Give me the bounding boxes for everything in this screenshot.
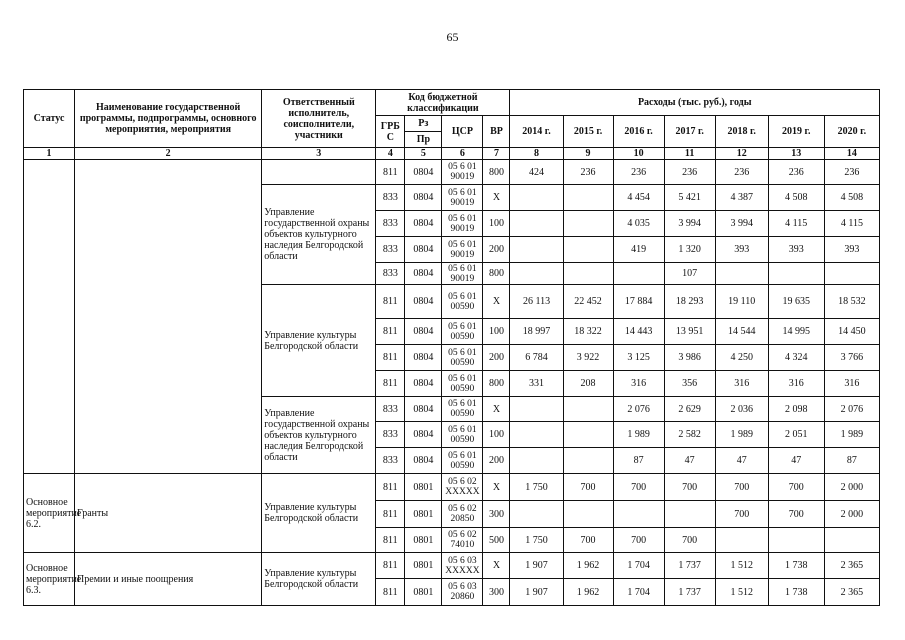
csr-part: 00590 bbox=[450, 301, 475, 312]
expense-value: 47 bbox=[664, 448, 715, 474]
csr-cell bbox=[442, 528, 483, 553]
csr-part: 05 6 01 bbox=[448, 450, 477, 461]
csr-part: 90019 bbox=[450, 223, 475, 234]
expense-value: 700 bbox=[715, 474, 768, 501]
csr-cell bbox=[442, 501, 483, 528]
expense-value: 4 250 bbox=[715, 345, 768, 371]
csr-part: 05 6 01 bbox=[448, 291, 477, 302]
expense-value: 4 324 bbox=[768, 345, 824, 371]
grbs-cell: 811 bbox=[376, 501, 405, 528]
expense-value: 4 387 bbox=[715, 185, 768, 211]
csr-part: 05 6 01 bbox=[448, 347, 477, 358]
expense-value: 3 994 bbox=[715, 211, 768, 237]
csr-part: 05 6 01 bbox=[448, 373, 477, 384]
column-index: 5 bbox=[405, 148, 442, 160]
csr-part: 05 6 02 bbox=[448, 530, 477, 540]
grbs-cell: 833 bbox=[376, 237, 405, 263]
expense-value: 316 bbox=[768, 371, 824, 397]
expense-value bbox=[510, 448, 563, 474]
grbs-cell: 811 bbox=[376, 553, 405, 579]
vr-cell: Х bbox=[483, 474, 510, 501]
expense-value: 3 986 bbox=[664, 345, 715, 371]
expense-value: 3 994 bbox=[664, 211, 715, 237]
csr-cell bbox=[442, 319, 483, 345]
expense-value bbox=[510, 211, 563, 237]
expense-value: 18 293 bbox=[664, 285, 715, 319]
expense-value: 236 bbox=[664, 160, 715, 185]
header-rz: Рз bbox=[405, 116, 442, 132]
expense-value bbox=[715, 263, 768, 285]
expense-value: 2 098 bbox=[768, 397, 824, 422]
expense-value bbox=[563, 448, 613, 474]
vr-cell: 500 bbox=[483, 528, 510, 553]
expense-value: 87 bbox=[824, 448, 879, 474]
header-status: Статус bbox=[24, 90, 75, 148]
expense-value: 356 bbox=[664, 371, 715, 397]
csr-cell bbox=[442, 285, 483, 319]
expense-value: 6 784 bbox=[510, 345, 563, 371]
expense-value: 700 bbox=[613, 528, 664, 553]
expense-value: 13 951 bbox=[664, 319, 715, 345]
expense-value: 2 000 bbox=[824, 501, 879, 528]
vr-cell: 200 bbox=[483, 345, 510, 371]
expense-value: 2 036 bbox=[715, 397, 768, 422]
csr-part: 05 6 01 bbox=[448, 321, 477, 332]
grbs-cell: 833 bbox=[376, 263, 405, 285]
expense-value: 2 076 bbox=[613, 397, 664, 422]
csr-part: 05 6 01 bbox=[448, 239, 477, 250]
csr-part: 00590 bbox=[450, 331, 475, 342]
expense-value: 26 113 bbox=[510, 285, 563, 319]
vr-cell: 100 bbox=[483, 319, 510, 345]
expense-value bbox=[664, 501, 715, 528]
expense-value: 1 737 bbox=[664, 579, 715, 606]
expense-value: 87 bbox=[613, 448, 664, 474]
expense-value: 700 bbox=[664, 528, 715, 553]
executor-cell: Управление культуры Белгородской области bbox=[262, 474, 376, 553]
csr-part: 05 6 02 bbox=[448, 477, 477, 487]
expense-value: 2 365 bbox=[824, 579, 879, 606]
grbs-cell: 811 bbox=[376, 474, 405, 501]
expense-value: 14 995 bbox=[768, 319, 824, 345]
rzpr-cell: 0804 bbox=[405, 263, 442, 285]
grbs-cell: 833 bbox=[376, 448, 405, 474]
vr-cell: 300 bbox=[483, 501, 510, 528]
expense-value: 236 bbox=[768, 160, 824, 185]
column-index: 10 bbox=[613, 148, 664, 160]
csr-cell bbox=[442, 237, 483, 263]
page-number: 65 bbox=[446, 30, 459, 44]
expense-value: 1 907 bbox=[510, 553, 563, 579]
header-vr: ВР bbox=[483, 116, 510, 148]
expense-value bbox=[563, 422, 613, 448]
expense-value: 4 454 bbox=[613, 185, 664, 211]
grbs-cell: 811 bbox=[376, 528, 405, 553]
activity-name-cell: Гранты bbox=[75, 474, 262, 553]
column-index: 4 bbox=[376, 148, 405, 160]
expense-value: 393 bbox=[824, 237, 879, 263]
column-index: 11 bbox=[664, 148, 715, 160]
expense-value: 3 922 bbox=[563, 345, 613, 371]
expense-value bbox=[563, 397, 613, 422]
csr-part: 05 6 01 bbox=[448, 263, 477, 274]
csr-part: 05 6 01 bbox=[448, 213, 477, 224]
expense-value bbox=[510, 422, 563, 448]
expense-value: 700 bbox=[768, 501, 824, 528]
empty-cell bbox=[75, 160, 262, 474]
expense-value bbox=[613, 263, 664, 285]
vr-cell: 100 bbox=[483, 211, 510, 237]
executor-cell: Управление государственной охраны объектов культурного наследия Белгородской области bbox=[262, 185, 376, 285]
rzpr-cell: 0804 bbox=[405, 397, 442, 422]
expense-value bbox=[510, 185, 563, 211]
rzpr-cell: 0801 bbox=[405, 579, 442, 606]
rzpr-cell: 0801 bbox=[405, 501, 442, 528]
grbs-cell: 833 bbox=[376, 397, 405, 422]
expense-value: 1 704 bbox=[613, 579, 664, 606]
executor-cell: Управление культуры Белгородской области bbox=[262, 553, 376, 606]
grbs-cell: 811 bbox=[376, 285, 405, 319]
expense-value: 1 738 bbox=[768, 579, 824, 606]
activity-name-cell: Премии и иные поощрения bbox=[75, 553, 262, 606]
header-year: 2016 г. bbox=[613, 116, 664, 148]
csr-part: 20860 bbox=[450, 592, 475, 602]
expense-value bbox=[768, 528, 824, 553]
csr-cell bbox=[442, 185, 483, 211]
expense-value: 3 766 bbox=[824, 345, 879, 371]
csr-cell bbox=[442, 579, 483, 606]
header-budget-code: Код бюджетной классификации bbox=[376, 90, 510, 116]
expense-value: 1 989 bbox=[824, 422, 879, 448]
table-body bbox=[24, 160, 880, 606]
rzpr-cell: 0804 bbox=[405, 448, 442, 474]
vr-cell: 800 bbox=[483, 160, 510, 185]
header-csr: ЦСР bbox=[442, 116, 483, 148]
expense-value: 700 bbox=[664, 474, 715, 501]
expense-value bbox=[563, 185, 613, 211]
expense-value bbox=[510, 237, 563, 263]
expense-value: 1 962 bbox=[563, 579, 613, 606]
vr-cell: 800 bbox=[483, 263, 510, 285]
header-year: 2018 г. bbox=[715, 116, 768, 148]
csr-part: 00590 bbox=[450, 357, 475, 368]
csr-part: 05 6 01 bbox=[448, 162, 477, 172]
csr-cell bbox=[442, 211, 483, 237]
expense-value bbox=[613, 501, 664, 528]
csr-part: 05 6 01 bbox=[448, 424, 477, 435]
vr-cell: Х bbox=[483, 285, 510, 319]
expense-value: 14 450 bbox=[824, 319, 879, 345]
rzpr-cell: 0804 bbox=[405, 371, 442, 397]
csr-cell bbox=[442, 422, 483, 448]
executor-cell: Управление государственной охраны объектов культурного наследия Белгородской области bbox=[262, 397, 376, 474]
expense-value bbox=[563, 501, 613, 528]
grbs-cell: 811 bbox=[376, 371, 405, 397]
expense-value bbox=[715, 528, 768, 553]
expense-value: 700 bbox=[563, 528, 613, 553]
csr-part: 90019 bbox=[450, 273, 475, 284]
expense-value bbox=[563, 211, 613, 237]
csr-cell bbox=[442, 397, 483, 422]
column-index: 6 bbox=[442, 148, 483, 160]
csr-part: 90019 bbox=[450, 172, 475, 182]
rzpr-cell: 0804 bbox=[405, 160, 442, 185]
csr-cell bbox=[442, 553, 483, 579]
rzpr-cell: 0804 bbox=[405, 185, 442, 211]
grbs-cell: 833 bbox=[376, 211, 405, 237]
executor-cell: Управление культуры Белгородской области bbox=[262, 285, 376, 397]
expense-value: 2 000 bbox=[824, 474, 879, 501]
empty-cell bbox=[262, 160, 376, 185]
table-row bbox=[24, 553, 880, 579]
header-year: 2017 г. bbox=[664, 116, 715, 148]
expense-value: 1 750 bbox=[510, 474, 563, 501]
header-year: 2015 г. bbox=[563, 116, 613, 148]
expense-value: 424 bbox=[510, 160, 563, 185]
expense-value: 2 051 bbox=[768, 422, 824, 448]
expense-value bbox=[768, 263, 824, 285]
grbs-cell: 833 bbox=[376, 422, 405, 448]
vr-cell: 100 bbox=[483, 422, 510, 448]
grbs-cell: 811 bbox=[376, 345, 405, 371]
expense-value: 1 738 bbox=[768, 553, 824, 579]
header-year: 2019 г. bbox=[768, 116, 824, 148]
expense-value: 236 bbox=[824, 160, 879, 185]
expense-value: 700 bbox=[715, 501, 768, 528]
expense-value: 700 bbox=[613, 474, 664, 501]
column-index: 14 bbox=[824, 148, 879, 160]
expense-value: 14 443 bbox=[613, 319, 664, 345]
expense-value: 236 bbox=[715, 160, 768, 185]
expense-value: 4 035 bbox=[613, 211, 664, 237]
header-pr: Пр bbox=[405, 132, 442, 148]
grbs-cell: 811 bbox=[376, 160, 405, 185]
status-cell: Основное мероприятие 6.2. bbox=[24, 474, 75, 553]
table-row bbox=[24, 474, 880, 501]
expense-value: 1 989 bbox=[715, 422, 768, 448]
expense-value: 1 989 bbox=[613, 422, 664, 448]
column-index: 12 bbox=[715, 148, 768, 160]
expense-value: 107 bbox=[664, 263, 715, 285]
vr-cell: 300 bbox=[483, 579, 510, 606]
expense-value: 4 115 bbox=[824, 211, 879, 237]
column-index: 9 bbox=[563, 148, 613, 160]
expense-value: 4 508 bbox=[768, 185, 824, 211]
expense-value: 331 bbox=[510, 371, 563, 397]
expense-value: 18 322 bbox=[563, 319, 613, 345]
expense-value: 1 704 bbox=[613, 553, 664, 579]
expense-value: 700 bbox=[768, 474, 824, 501]
csr-part: 20850 bbox=[450, 514, 475, 524]
csr-part: ХХХХХ bbox=[445, 487, 480, 497]
budget-table bbox=[23, 89, 880, 606]
vr-cell: Х bbox=[483, 185, 510, 211]
status-cell: Основное мероприятие 6.3. bbox=[24, 553, 75, 606]
csr-part: 05 6 01 bbox=[448, 187, 477, 198]
expense-value: 2 629 bbox=[664, 397, 715, 422]
column-index: 8 bbox=[510, 148, 563, 160]
expense-value bbox=[510, 263, 563, 285]
expense-value: 1 512 bbox=[715, 579, 768, 606]
csr-part: 74010 bbox=[450, 540, 475, 550]
rzpr-cell: 0804 bbox=[405, 422, 442, 448]
vr-cell: 800 bbox=[483, 371, 510, 397]
empty-cell bbox=[24, 160, 75, 474]
vr-cell: Х bbox=[483, 553, 510, 579]
expense-value: 14 544 bbox=[715, 319, 768, 345]
vr-cell: Х bbox=[483, 397, 510, 422]
csr-part: 05 6 02 bbox=[448, 504, 477, 514]
csr-part: 05 6 01 bbox=[448, 399, 477, 409]
column-index: 3 bbox=[262, 148, 376, 160]
header-executor: Ответственный исполнитель, соисполнители, участники bbox=[262, 90, 376, 148]
rzpr-cell: 0801 bbox=[405, 528, 442, 553]
expense-value: 3 125 bbox=[613, 345, 664, 371]
expense-value: 17 884 bbox=[613, 285, 664, 319]
expense-value: 316 bbox=[824, 371, 879, 397]
expense-value: 4 115 bbox=[768, 211, 824, 237]
expense-value: 236 bbox=[613, 160, 664, 185]
expense-value: 1 512 bbox=[715, 553, 768, 579]
header-year: 2014 г. bbox=[510, 116, 563, 148]
expense-value: 393 bbox=[715, 237, 768, 263]
rzpr-cell: 0804 bbox=[405, 319, 442, 345]
csr-cell bbox=[442, 448, 483, 474]
header-name: Наименование государственной программы, подпрограммы, основного мероприятия, мероприятия bbox=[75, 90, 262, 148]
grbs-cell: 833 bbox=[376, 185, 405, 211]
csr-part: 90019 bbox=[450, 197, 475, 208]
header-year: 2020 г. bbox=[824, 116, 879, 148]
expense-value: 316 bbox=[715, 371, 768, 397]
rzpr-cell: 0804 bbox=[405, 237, 442, 263]
expense-value: 2 365 bbox=[824, 553, 879, 579]
expense-value: 419 bbox=[613, 237, 664, 263]
expense-value bbox=[824, 528, 879, 553]
header-expenses: Расходы (тыс. руб.), годы bbox=[510, 90, 880, 116]
grbs-cell: 811 bbox=[376, 579, 405, 606]
expense-value: 4 508 bbox=[824, 185, 879, 211]
expense-value bbox=[510, 397, 563, 422]
expense-value: 2 076 bbox=[824, 397, 879, 422]
expense-value: 19 110 bbox=[715, 285, 768, 319]
expense-value bbox=[510, 501, 563, 528]
column-index: 7 bbox=[483, 148, 510, 160]
csr-part: 90019 bbox=[450, 249, 475, 260]
expense-value: 22 452 bbox=[563, 285, 613, 319]
expense-value bbox=[824, 263, 879, 285]
expense-value: 1 737 bbox=[664, 553, 715, 579]
expense-value bbox=[563, 263, 613, 285]
expense-value: 236 bbox=[563, 160, 613, 185]
expense-value: 1 962 bbox=[563, 553, 613, 579]
expense-value: 393 bbox=[768, 237, 824, 263]
expense-value: 2 582 bbox=[664, 422, 715, 448]
rzpr-cell: 0804 bbox=[405, 211, 442, 237]
expense-value: 1 907 bbox=[510, 579, 563, 606]
column-index: 13 bbox=[768, 148, 824, 160]
expense-value: 47 bbox=[768, 448, 824, 474]
expense-value: 19 635 bbox=[768, 285, 824, 319]
csr-cell bbox=[442, 160, 483, 185]
csr-part: 00590 bbox=[450, 383, 475, 394]
csr-cell bbox=[442, 263, 483, 285]
header-grbs: ГРБ С bbox=[376, 116, 405, 148]
csr-part: 00590 bbox=[450, 434, 475, 445]
csr-part: 05 6 03 bbox=[448, 555, 477, 566]
csr-cell bbox=[442, 345, 483, 371]
rzpr-cell: 0801 bbox=[405, 474, 442, 501]
expense-value: 18 997 bbox=[510, 319, 563, 345]
rzpr-cell: 0801 bbox=[405, 553, 442, 579]
csr-cell bbox=[442, 371, 483, 397]
vr-cell: 200 bbox=[483, 237, 510, 263]
expense-value: 5 421 bbox=[664, 185, 715, 211]
table-row bbox=[24, 160, 880, 185]
vr-cell: 200 bbox=[483, 448, 510, 474]
expense-value: 1 320 bbox=[664, 237, 715, 263]
csr-part: ХХХХХ bbox=[445, 565, 480, 576]
expense-value: 700 bbox=[563, 474, 613, 501]
column-index: 1 bbox=[24, 148, 75, 160]
csr-part: 00590 bbox=[450, 409, 475, 419]
expense-value: 208 bbox=[563, 371, 613, 397]
expense-value: 18 532 bbox=[824, 285, 879, 319]
column-index: 2 bbox=[75, 148, 262, 160]
csr-part: 05 6 03 bbox=[448, 582, 477, 592]
rzpr-cell: 0804 bbox=[405, 285, 442, 319]
rzpr-cell: 0804 bbox=[405, 345, 442, 371]
expense-value: 316 bbox=[613, 371, 664, 397]
csr-cell bbox=[442, 474, 483, 501]
grbs-cell: 811 bbox=[376, 319, 405, 345]
expense-value: 47 bbox=[715, 448, 768, 474]
expense-value: 1 750 bbox=[510, 528, 563, 553]
expense-value bbox=[563, 237, 613, 263]
csr-part: 00590 bbox=[450, 460, 475, 471]
